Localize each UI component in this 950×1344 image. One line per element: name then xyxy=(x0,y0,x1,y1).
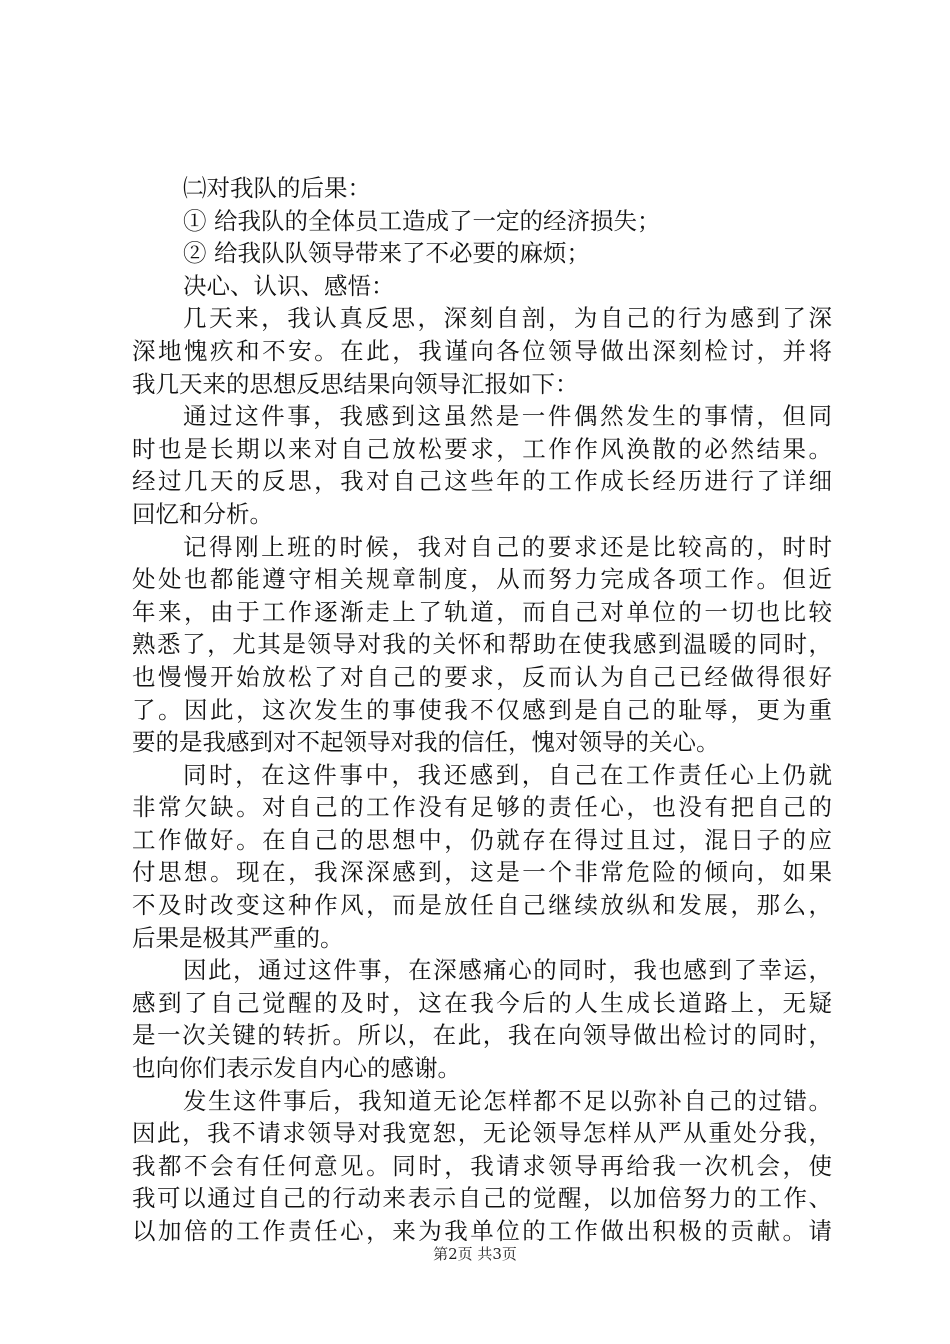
page-number: 第2页 共3页 xyxy=(433,1245,517,1263)
paragraph-line: 经过几天的反思，我对自己这些年的工作成长经历进行了详细 xyxy=(132,467,832,496)
paragraph-line: 处处也都能遵守相关规章制度，从而努力完成各项工作。但近 xyxy=(132,565,832,594)
paragraph-line: 通过这件事，我感到这虽然是一件偶然发生的事情，但同 xyxy=(183,402,832,431)
paragraph-line: 非常欠缺。对自己的工作没有足够的责任心，也没有把自己的 xyxy=(132,793,832,822)
paragraph-line: 同时，在这件事中，我还感到，自己在工作责任心上仍就 xyxy=(183,760,832,789)
paragraph-line: 我几天来的思想反思结果向领导汇报如下： xyxy=(132,369,579,398)
paragraph-line: 不及时改变这种作风，而是放任自己继续放纵和发展，那么， xyxy=(132,891,832,920)
paragraph-line: 工作做好。在自己的思想中，仍就存在得过且过，混日子的应 xyxy=(132,825,832,854)
paragraph-line: 记得刚上班的时候，我对自己的要求还是比较高的，时时 xyxy=(183,532,832,561)
paragraph-line: 付思想。现在，我深深感到，这是一个非常危险的倾向，如果 xyxy=(132,858,832,887)
paragraph-line: 也慢慢开始放松了对自己的要求，反而认为自己已经做得很好 xyxy=(132,662,832,691)
paragraph-line: 深地愧疚和不安。在此，我谨向各位领导做出深刻检讨，并将 xyxy=(132,336,832,365)
paragraph-line: 我都不会有任何意见。同时，我请求领导再给我一次机会，使 xyxy=(132,1151,832,1180)
paragraph-line: 因此，通过这件事，在深感痛心的同时，我也感到了幸运， xyxy=(183,956,832,985)
document-body xyxy=(132,172,832,1248)
paragraph-line: 以加倍的工作责任心，来为我单位的工作做出积极的贡献。请 xyxy=(132,1217,832,1245)
paragraph-line: 因此，我不请求领导对我宽恕，无论领导怎样从严从重处分我， xyxy=(132,1119,832,1148)
paragraph-line: 是一次关键的转折。所以，在此，我在向领导做出检讨的同时， xyxy=(132,1021,832,1050)
paragraph-line: 年来，由于工作逐渐走上了轨道，而自己对单位的一切也比较 xyxy=(132,597,832,626)
list-item: ① 给我队的全体员工造成了一定的经济损失； xyxy=(183,206,661,235)
paragraph-line: 了。因此，这次发生的事使我不仅感到是自己的耻辱，更为重 xyxy=(132,695,832,724)
section-heading: 决心、认识、感悟： xyxy=(183,271,395,300)
paragraph-line: 发生这件事后，我知道无论怎样都不足以弥补自己的过错。 xyxy=(183,1086,832,1115)
paragraph-line: 也向你们表示发自内心的感谢。 xyxy=(132,1054,461,1083)
list-item: ② 给我队队领导带来了不必要的麻烦； xyxy=(183,239,590,268)
paragraph-line: 感到了自己觉醒的及时，这在我今后的人生成长道路上，无疑 xyxy=(132,988,832,1017)
paragraph-line: 后果是极其严重的。 xyxy=(132,923,344,952)
paragraph-line: 熟悉了，尤其是领导对我的关怀和帮助在使我感到温暖的同时， xyxy=(132,630,832,659)
paragraph-line: 时也是长期以来对自己放松要求，工作作风涣散的必然结果。 xyxy=(132,434,832,463)
paragraph-line: 几天来，我认真反思，深刻自剖，为自己的行为感到了深 xyxy=(183,304,832,333)
section-heading: ㈡对我队的后果： xyxy=(183,174,371,202)
paragraph-line: 回忆和分析。 xyxy=(132,499,273,528)
paragraph-line: 要的是我感到对不起领导对我的信任，愧对领导的关心。 xyxy=(132,728,720,757)
paragraph-line: 我可以通过自己的行动来表示自己的觉醒，以加倍努力的工作、 xyxy=(132,1184,832,1213)
